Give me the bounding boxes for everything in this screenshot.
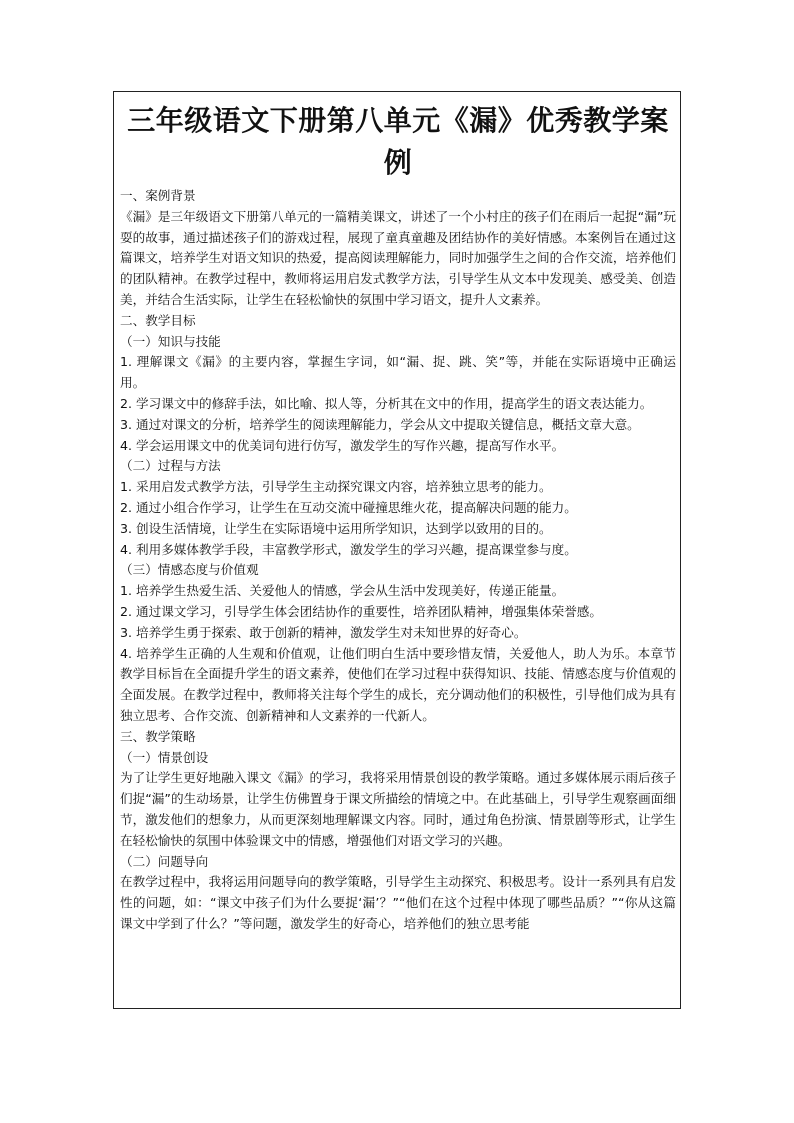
section-heading: 一、案例背景 bbox=[120, 188, 196, 203]
subsection-heading: （二）问题导向 bbox=[120, 853, 209, 869]
list-item: 2. 通过课文学习，引导学生体会团结协作的重要性，培养团队精神，增强集体荣誉感。 bbox=[120, 603, 602, 619]
list-item: 1. 理解课文《漏》的主要内容，掌握生字词，如“漏、捉、跳、笑”等，并能在实际语境中正确运用。 bbox=[120, 354, 676, 391]
subsection-heading: （一）知识与技能 bbox=[120, 333, 221, 349]
document-title: 三年级语文下册第八单元《漏》优秀教学案例 bbox=[127, 104, 669, 179]
subsection-heading: （一）情景创设 bbox=[120, 749, 209, 765]
paragraph: 《漏》是三年级语文下册第八单元的一篇精美课文，讲述了一个小村庄的孩子们在雨后一起捉“漏”玩耍的故事，通过描述孩子们的游戏过程，展现了童真童趣及团结协作的美好情感。本案例旨在通过这篇课文，培养学生对语文知识的热爱，提高阅读理解能力，同时加强学生之间的合作交流，培养他们的团队精神。在教学过程中，教师将运用启发式教学方法，引导学生从文本中发现美、感受美、创造美，并结合生活实际，让学生在轻松愉快的氛围中学习语文，提升人文素养。 bbox=[120, 208, 676, 307]
document-body bbox=[120, 186, 676, 935]
subsection-heading: （三）情感态度与价值观 bbox=[120, 562, 259, 578]
list-item: 1. 采用启发式教学方法，引导学生主动探究课文内容，培养独立思考的能力。 bbox=[120, 479, 552, 495]
list-item: 2. 通过小组合作学习，让学生在互动交流中碰撞思维火花，提高解决问题的能力。 bbox=[120, 499, 577, 515]
paragraph: 为了让学生更好地融入课文《漏》的学习，我将采用情景创设的教学策略。通过多媒体展示雨后孩子们捉“漏”的生动场景，让学生仿佛置身于课文所描绘的情境之中。在此基础上，引导学生观察画面细节，激发他们的想象力，从而更深刻地理解课文内容。同时，通过角色扮演、情景剧等形式，让学生在轻松愉快的氛围中体验课文中的情感，增强他们对语文学习的兴趣。 bbox=[120, 770, 676, 848]
paragraph: 在教学过程中，我将运用问题导向的教学策略，引导学生主动探究、积极思考。设计一系列具有启发性的问题，如：“课文中孩子们为什么要捉‘漏’？”“他们在这个过程中体现了哪些品质？”“你从这篇课文中学到了什么？”等问题，激发学生的好奇心，培养他们的独立思考能 bbox=[120, 874, 676, 931]
list-item: 3. 通过对课文的分析，培养学生的阅读理解能力，学会从文中提取关键信息，概括文章大意。 bbox=[120, 416, 640, 432]
list-item: 4. 学会运用课文中的优美词句进行仿写，激发学生的写作兴趣，提高写作水平。 bbox=[120, 437, 565, 453]
subsection-heading: （二）过程与方法 bbox=[120, 458, 221, 474]
section-heading: 二、教学目标 bbox=[120, 312, 196, 328]
list-item: 4. 利用多媒体教学手段，丰富教学形式，激发学生的学习兴趣，提高课堂参与度。 bbox=[120, 541, 577, 557]
list-item: 4. 培养学生正确的人生观和价值观，让他们明白生活中要珍惜友情，关爱他人，助人为乐。本章节教学目标旨在全面提升学生的语文素养，使他们在学习过程中获得知识、技能、情感态度与价值观的全面发展。在教学过程中，教师将关注每个学生的成长，充分调动他们的积极性，引导他们成为具有独立思考、合作交流、创新精神和人文素养的一代新人。 bbox=[120, 645, 676, 723]
list-item: 3. 培养学生勇于探索、敢于创新的精神，激发学生对未知世界的好奇心。 bbox=[120, 624, 527, 640]
list-item: 2. 学习课文中的修辞手法，如比喻、拟人等，分析其在文中的作用，提高学生的语文表达能力。 bbox=[120, 395, 653, 411]
list-item: 3. 创设生活情境，让学生在实际语境中运用所学知识，达到学以致用的目的。 bbox=[120, 520, 552, 536]
document-frame bbox=[113, 91, 681, 1009]
section-heading: 三、教学策略 bbox=[120, 728, 196, 744]
list-item: 1. 培养学生热爱生活、关爱他人的情感，学会从生活中发现美好，传递正能量。 bbox=[120, 583, 565, 599]
